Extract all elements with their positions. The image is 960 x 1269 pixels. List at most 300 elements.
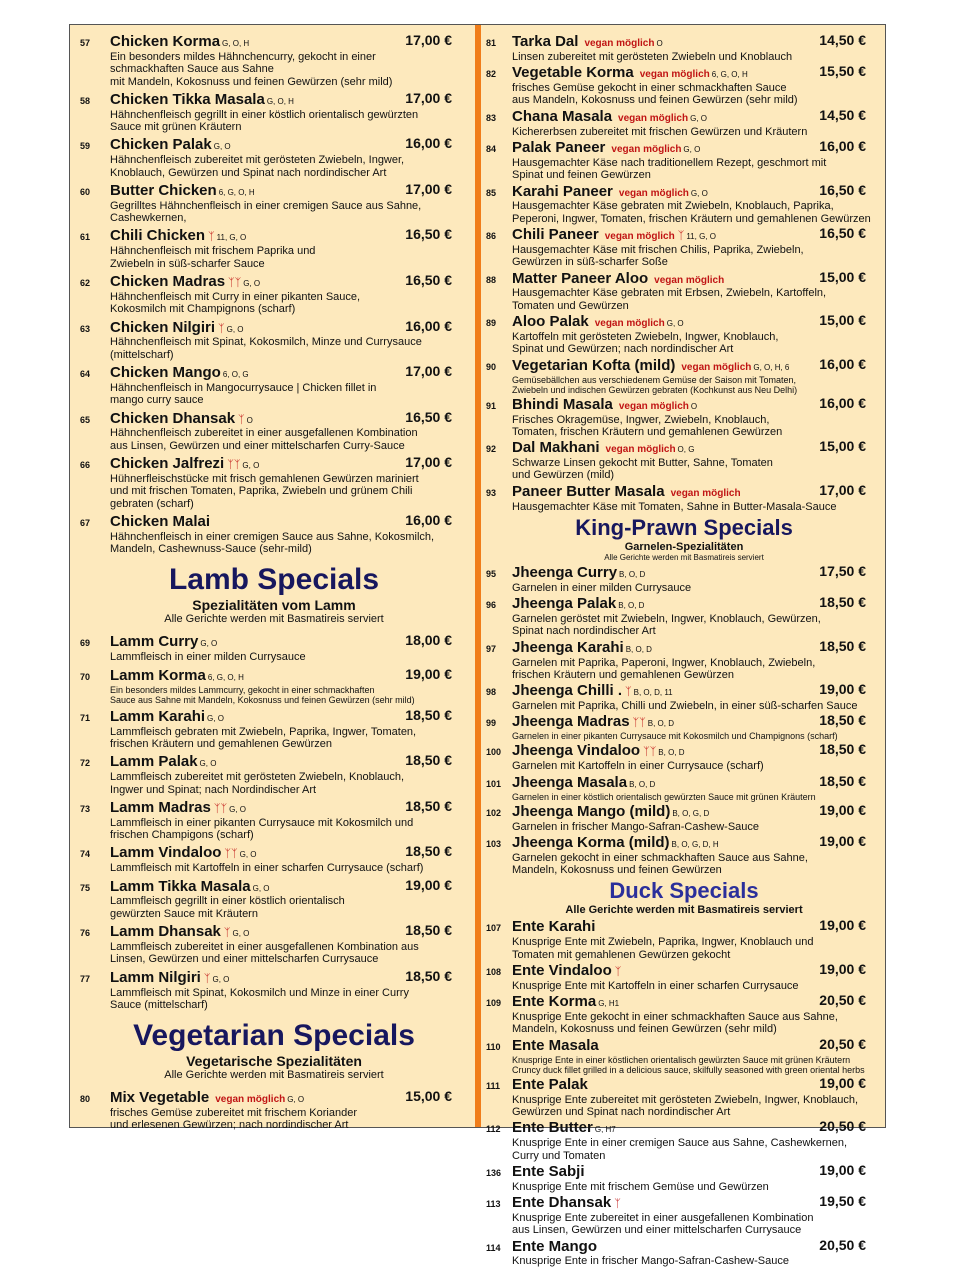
menu-item [486,270,882,313]
item-price: 14,50 € [819,106,866,123]
item-price: 19,00 € [819,960,866,977]
item-name: Ente Karahi [512,918,596,936]
item-name: Jheenga Madras [512,713,630,731]
menu-item [486,962,882,992]
item-description: schmackhaften Sauce aus Sahne [110,63,274,76]
item-description: Tomaten und Gewürzen [512,299,629,312]
item-description: (mittelscharf) [110,348,174,361]
item-number: 71 [80,712,91,723]
allergen-codes: O [656,39,663,48]
item-description: Knusprige Ente in einer köstlichen orientalisch gewürzten Sauce mit grünen Kräutern [512,1054,851,1065]
item-number: 103 [486,838,502,849]
item-description: aus Linsen, Gewürzen und einer mittelscharfen Curry-Sauce [110,439,405,452]
menu-item [80,667,468,705]
item-name: Lamm Korma [110,666,206,684]
item-price: 18,00 € [405,632,452,649]
item-description: Frisches Okragemüse, Ingwer, Zwiebeln, Knoblauch, [512,413,770,426]
chili-icon: ᛉ [223,927,231,940]
allergen-codes: 6, G, O, H [207,672,244,682]
item-name: Lamm Tikka Masala [110,877,251,895]
item-description: aus Linsen, Gewürzen und einer mittelscharfen Currysauce [512,1224,802,1237]
item-description: Spinat und Gewürzen; nach nordindischer Art [512,343,734,356]
item-number: 91 [486,400,497,411]
item-number: 101 [486,778,502,789]
item-price: 16,50 € [405,271,452,288]
chili-icon: ᛉ [677,230,685,243]
item-description: frischen Champigons (scharf) [110,829,254,842]
item-description: Ingwer und Spinat; nach Nordindischer Art [110,783,317,796]
item-name: Ente Sabji [512,1162,585,1180]
item-name: Chicken Tikka Masala [110,90,265,108]
menu-item [486,1119,882,1162]
item-number: 99 [486,718,497,729]
item-price: 18,50 € [819,637,866,654]
vegan-badge: vegan möglich [611,143,682,155]
item-description: Hähnchenfleisch zubereitet in einer ausgefallenen Kombination [110,427,418,440]
item-price: 18,50 € [819,772,866,789]
item-description: und Gewürzen (mild) [512,469,615,482]
item-price: 19,00 € [405,665,452,682]
allergen-codes: G, O [243,278,261,288]
item-description: Hausgemachter Käse mit Tomaten, Sahne in Butter-Masala-Sauce [512,500,837,513]
item-name: Chicken Mango [110,364,221,382]
item-description: Spinat und feinen Gewürzen [512,169,651,182]
item-price: 17,00 € [405,454,452,471]
menu-item [486,439,882,482]
item-number: 67 [80,517,91,528]
allergen-codes: O, G [677,445,695,455]
item-description: Lammfleisch in einer pikanten Currysauce mit Kokosmilch und [110,816,414,829]
section-note: Alle Gerichte werden mit Basmatireis serviert [164,613,384,626]
item-price: 17,00 € [819,481,866,498]
item-price: 19,00 € [819,801,866,818]
item-number: 100 [486,747,502,758]
menu-item [80,878,468,921]
menu-item [486,108,882,138]
menu-item [486,1037,882,1075]
section-header [80,1019,468,1081]
chili-icon: ᛉᛉ [227,459,241,472]
vegan-badge: vegan möglich [681,361,752,373]
item-description: Garnelen geröstet mit Zwiebeln, Ingwer, Knoblauch, Gewürzen, [512,613,821,626]
item-number: 74 [80,849,91,860]
item-price: 19,00 € [819,832,866,849]
menu-item [80,513,468,556]
vegan-badge: vegan möglich [618,187,689,199]
item-name: Chana Masala [512,107,613,125]
item-description: Lammfleisch in einer milden Currysauce [110,651,306,664]
item-price: 16,00 € [405,511,452,528]
item-price: 16,00 € [819,355,866,372]
allergen-codes: B, O, D [658,748,685,758]
item-price: 19,00 € [405,876,452,893]
item-description: Peperoni, Ingwer, Tomaten, frischen Kräutern und gemahlenen Gewürzen [512,212,871,225]
item-description: Schwarze Linsen gekocht mit Butter, Sahne, Tomaten [512,457,773,470]
allergen-codes: G, O [213,142,231,152]
item-name: Tarka Dal [512,33,579,50]
chili-icon: ᛉ [625,686,632,699]
chili-icon: ᛉᛉ [213,802,228,815]
item-description: Gewürzen in süß-scharfer Soße [512,256,668,269]
item-name: Lamm Vindaloo [110,844,222,862]
item-number: 93 [486,487,497,498]
allergen-codes: G, O [229,804,246,814]
item-description: Knusprige Ente zubereitet in einer ausgefallenen Kombination [512,1211,814,1224]
item-number: 95 [486,568,497,579]
menu-item [80,708,468,751]
item-description: Spinat nach nordindischer Art [512,625,656,638]
item-description: Hühnerfleischstücke mit frisch gemahlenen Gewürzen mariniert [110,473,419,485]
menu-item [80,969,468,1012]
item-name: Jheenga Palak [512,595,617,613]
item-description: Mandeln, Cashewnuss-Sauce (sehr-mild) [110,543,312,556]
vegan-badge: vegan möglich [584,38,655,49]
chili-icon: ᛉ [218,322,225,335]
chili-icon: ᛉᛉ [228,276,242,289]
item-number: 88 [486,274,497,285]
item-price: 19,50 € [819,1193,866,1210]
item-description: Lammfleisch zubereitet mit gerösteten Zwiebeln, Knoblauch, [110,771,405,784]
item-number: 62 [80,277,91,288]
item-name: Ente Butter [512,1119,593,1137]
allergen-codes: G, O [207,713,224,723]
allergen-codes: G, O [226,324,244,334]
section-subtitle: Garnelen-Spezialitäten [624,540,744,553]
item-price: 16,50 € [405,226,452,243]
item-number: 76 [80,928,91,939]
item-description: mango curry sauce [110,394,204,407]
allergen-codes: G, O [690,188,708,198]
item-description: Knusprige Ente in frischer Mango-Safran-Cashew-Sauce [512,1255,789,1268]
item-number: 63 [80,323,91,334]
item-number: 66 [80,460,91,471]
item-price: 18,50 € [819,741,866,758]
menu-item [80,33,468,88]
item-description: Sauce (mittelscharf) [110,998,208,1011]
menu-item [80,844,468,874]
item-name: Aloo Palak [512,313,589,331]
item-description: frisches Gemüse zubereitet mit frischem Koriander [110,1107,357,1120]
vegan-badge: vegan möglich [639,69,710,81]
item-number: 59 [80,141,91,152]
item-name: Dal Makhani [512,439,600,457]
menu-item [486,993,882,1036]
item-name: Ente Vindaloo [512,961,612,979]
item-name: Vegetable Korma [512,64,634,82]
allergen-codes: B, O, D, 11 [633,688,673,698]
allergen-codes: G, O [232,929,250,939]
chili-icon: ᛉ [238,413,245,426]
item-name: Chili Chicken [110,227,206,245]
item-name: Ente Masala [512,1036,599,1054]
menu-item [486,564,882,594]
item-description: und mit frischen Tomaten, Paprika, Zwiebeln und grünem Chili [110,485,413,498]
item-price: 15,50 € [819,63,866,80]
item-description: Garnelen mit Paprika, Paperoni, Ingwer, Knoblauch, Zwiebeln, [512,656,816,669]
item-price: 16,50 € [405,408,452,425]
allergen-codes: G, O [287,1095,305,1105]
item-price: 14,50 € [819,32,866,48]
allergen-codes: G, O [690,113,707,123]
section-header [486,878,882,916]
item-price: 19,00 € [819,917,866,934]
item-number: 114 [486,1242,501,1253]
item-name: Jheenga Vindaloo [512,742,641,760]
chili-icon: ᛉ [614,965,622,978]
allergen-codes: G, O, H [266,96,294,106]
item-description: Hähnchenfleisch mit frischem Paprika und [110,245,316,258]
item-price: 16,50 € [819,181,866,198]
vegan-badge: vegan möglich [670,487,741,499]
item-name: Ente Korma [512,993,597,1011]
chili-icon: ᛉ [614,1198,621,1211]
item-description: Garnelen in einer pikanten Currysauce mit Kokosmilch und Champignons (scharf) [512,731,838,742]
item-name: Lamm Madras [110,798,211,816]
menu-item [486,1076,882,1119]
allergen-codes: 11, G, O [686,232,716,242]
item-number: 90 [486,361,497,372]
menu-item [486,226,882,269]
menu-item [486,64,882,107]
chili-icon: ᛉᛉ [224,848,238,861]
allergen-codes: G, O [212,974,230,984]
item-description: Garnelen gekocht in einer schmackhaften Sauce aus Sahne, [512,851,808,864]
item-name: Bhindi Masala [512,395,613,413]
item-name: Paneer Butter Masala [512,482,665,500]
item-number: 96 [486,600,497,611]
item-number: 72 [80,758,91,769]
item-description: Ein besonders mildes Lammcurry, gekocht in einer schmackhaften [110,684,375,695]
item-description: Hähnchenfleisch gegrillt in einer köstlich orientalisch gewürzten [110,108,419,121]
item-description: Mandeln, Kokosnuss und feinen Gewürzen (sehr mild) [512,1023,777,1036]
item-description: gewürzten Sauce mit Kräutern [110,907,258,920]
item-description: Linsen zubereitet mit gerösteten Zwiebeln und Knoblauch [512,50,793,63]
item-price: 15,00 € [819,312,866,329]
item-description: Linsen, Gewürzen und einer mittelscharfen Currysauce [110,953,379,966]
item-price: 20,50 € [819,1236,866,1253]
allergen-codes: G, O [239,850,257,860]
item-number: 110 [486,1041,501,1052]
allergen-codes: B, O, G, D [672,808,710,818]
item-price: 15,00 € [405,1088,452,1105]
menu-item [486,357,882,395]
item-price: 18,50 € [405,922,452,939]
item-price: 19,00 € [819,1161,866,1178]
item-name: Chicken Dhansak [110,409,236,427]
allergen-codes: G, O, H [222,39,250,48]
item-description: mit Mandeln, Kokosnuss und feinen Gewürzen (sehr mild) [110,75,393,88]
menu-item [486,396,882,439]
section-title: King-Prawn Specials [575,514,793,540]
item-description: Garnelen in frischer Mango-Safran-Cashew-Sauce [512,820,760,833]
item-description: Hähnchenfleisch in einer cremigen Sauce aus Sahne, Kokosmilch, [110,530,435,543]
item-price: 18,50 € [405,967,452,984]
allergen-codes: 6, G, O, H [711,70,748,80]
allergen-codes: B, O, D [618,601,645,611]
vegan-badge: vegan möglich [604,231,675,243]
item-description: Knusprige Ente mit Zwiebeln, Paprika, Ingwer, Knoblauch und [512,936,814,949]
item-description: Knoblauch, Gewürzen und Spinat nach nordindischer Art [110,166,387,179]
item-price: 18,50 € [405,797,452,814]
item-number: 61 [80,232,91,243]
item-description: Zwiebeln in süß-scharfer Sauce [110,257,265,270]
menu-item [80,227,468,270]
item-name: Chicken Madras [110,272,226,290]
item-description: Knusprige Ente in einer cremigen Sauce aus Sahne, Cashewkernen, [512,1137,848,1150]
item-name: Butter Chicken [110,181,217,199]
chili-icon: ᛉ [203,972,211,985]
item-description: Garnelen mit Kartoffeln in einer Currysauce (scharf) [512,760,764,773]
vegan-badge: vegan möglich [618,112,689,124]
item-name: Palak Paneer [512,138,606,156]
item-price: 16,00 € [819,394,866,411]
item-name: Chicken Nilgiri [110,318,216,336]
item-number: 111 [486,1080,501,1091]
item-number: 109 [486,998,502,1009]
item-price: 18,50 € [819,594,866,611]
menu-item [486,313,882,356]
item-name: Lamm Palak [110,753,198,771]
item-description: Zwiebeln und indischen Gewürzen gebraten (Kochkunst aus Neu Delhi) [512,384,798,395]
item-name: Ente Palak [512,1075,588,1093]
vegan-badge: vegan möglich [618,400,689,412]
allergen-codes: G, O [199,759,217,769]
item-price: 16,50 € [819,225,866,242]
item-description: aus Mandeln, Kokosnuss und feinen Gewürzen (sehr mild) [512,94,798,107]
item-description: Hähnchenfleisch in Mangocurrysauce | Chicken fillet in [110,381,377,394]
menu-item [80,410,468,453]
menu-page [69,24,886,1268]
menu-item [486,918,882,961]
menu-item [80,455,468,510]
menu-item [486,803,882,833]
item-name: Lamm Karahi [110,707,206,725]
item-description: Hähnchenfleisch mit Spinat, Kokosmilch, Minze und Currysauce [110,336,422,349]
item-number: 83 [486,112,497,123]
menu-item [486,639,882,682]
menu-item [486,139,882,182]
item-price: 17,00 € [405,363,452,380]
item-price: 17,50 € [819,562,866,579]
item-name: Lamm Curry [110,633,199,651]
item-description: Lammfleisch gebraten mit Zwiebeln, Paprika, Ingwer, Tomaten, [110,725,417,738]
item-description: Tomaten mit gemahlenen Gewürzen gekocht [512,948,731,961]
section-title: Vegetarian Specials [133,1019,415,1053]
item-number: 65 [80,414,91,425]
item-description: Lammfleisch mit Kartoffeln in einer scharfen Currysauce (scharf) [110,862,424,875]
item-number: 97 [486,643,497,654]
allergen-codes: O [690,401,698,411]
menu-item [486,713,882,741]
item-name: Chicken Jalfrezi [110,455,225,473]
allergen-codes: G, H1 [598,999,620,1009]
item-description: Kokosmilch mit Champignons (scharf) [110,303,296,316]
item-number: 57 [80,38,91,48]
section-title: Lamb Specials [168,563,380,597]
item-description: frisches Gemüse gekocht in einer schmackhaften Sauce [512,82,787,95]
item-name: Jheenga Masala [512,773,628,791]
item-name: Lamm Dhansak [110,923,221,941]
menu-item [80,1089,468,1132]
chili-icon: ᛉ [208,231,215,244]
item-description: Garnelen in einer milden Currysauce [512,581,692,594]
vegan-badge: vegan möglich [605,444,676,456]
item-price: 15,00 € [819,268,866,285]
item-number: 136 [486,1167,502,1178]
item-number: 75 [80,882,91,893]
item-number: 80 [80,1094,91,1105]
item-name: Vegetarian Kofta (mild) [512,356,676,374]
item-name: Chicken Malai [110,512,211,530]
section-subtitle: Spezialitäten vom Lamm [192,597,356,614]
allergen-codes: B, O, D [647,719,674,729]
item-description: Garnelen in einer köstlich orientalisch gewürzten Sauce mit grünen Kräutern [512,791,816,802]
vegan-badge: vegan möglich [215,1094,286,1106]
menu-item [80,633,468,663]
item-name: Chicken Palak [110,136,212,154]
item-price: 19,00 € [819,1074,866,1091]
menu-item [486,33,882,63]
item-description: Lammfleisch gegrillt in einer köstlich orientalisch [110,895,345,908]
allergen-codes: B, O, D [619,569,646,579]
item-description: Kichererbsen zubereitet mit frischen Gewürzen und Kräutern [512,125,808,138]
menu-item [80,319,468,362]
allergen-codes: G, O [252,883,270,893]
section-header [80,563,468,625]
allergen-codes: B, O, D [629,779,656,789]
item-name: Mix Vegetable [110,1089,210,1107]
allergen-codes: G, O [242,461,260,471]
menu-item [80,182,468,225]
column-divider [475,25,481,1127]
item-number: 102 [486,807,502,818]
item-description: frischen Kräutern und gemahlenen Gewürzen [110,737,332,750]
item-name: Chili Paneer [512,226,599,244]
item-description: Hausgemachter Käse gebraten mit Erbsen, Zwiebeln, Kartoffeln, [512,287,827,300]
allergen-codes: 6, G, O, H [218,187,255,197]
menu-item [486,183,882,226]
item-price: 20,50 € [819,1118,866,1135]
menu-item [80,91,468,134]
item-price: 16,00 € [819,137,866,154]
item-description: Ein besonders mildes Hähnchencurry, gekocht in einer [110,50,376,63]
item-description: Hähnchenfleisch zubereitet mit gerösteten Zwiebeln, Ingwer, [110,154,405,167]
item-description: Lammfleisch zubereitet in einer ausgefallenen Kombination aus [110,941,419,953]
allergen-codes: B, O, G, D, H [671,839,719,849]
allergen-codes: 6, O, G [222,370,249,380]
left-column [80,33,468,1135]
item-number: 98 [486,687,497,698]
item-description: gebraten (scharf) [110,497,194,510]
item-number: 64 [80,369,91,380]
item-description: Tomaten, frischen Kräutern und gemahlenen Gewürzen [512,425,783,438]
section-note: Alle Gerichte werden mit Basmatireis serviert [604,552,764,562]
item-description: und erlesenen Gewürzen; nach nordindischer Art [110,1119,349,1132]
chili-icon: ᛉᛉ [643,746,657,759]
item-number: 85 [486,187,497,198]
item-name: Matter Paneer Aloo [512,269,649,287]
item-price: 18,50 € [405,706,452,723]
item-number: 112 [486,1124,501,1135]
item-description: Curry und Tomaten [512,1149,606,1162]
item-number: 89 [486,318,497,329]
item-name: Ente Dhansak [512,1194,612,1212]
item-description: Knusprige Ente mit Kartoffeln in einer scharfen Currysauce [512,979,799,992]
allergen-codes: G, O [683,144,701,154]
section-header [486,515,882,562]
item-description: Cashewkernen, [110,212,187,225]
item-description: Cruncy duck fillet grilled in a delicious sauce, skilfully seasoned with green oriental herbs [512,1064,865,1075]
